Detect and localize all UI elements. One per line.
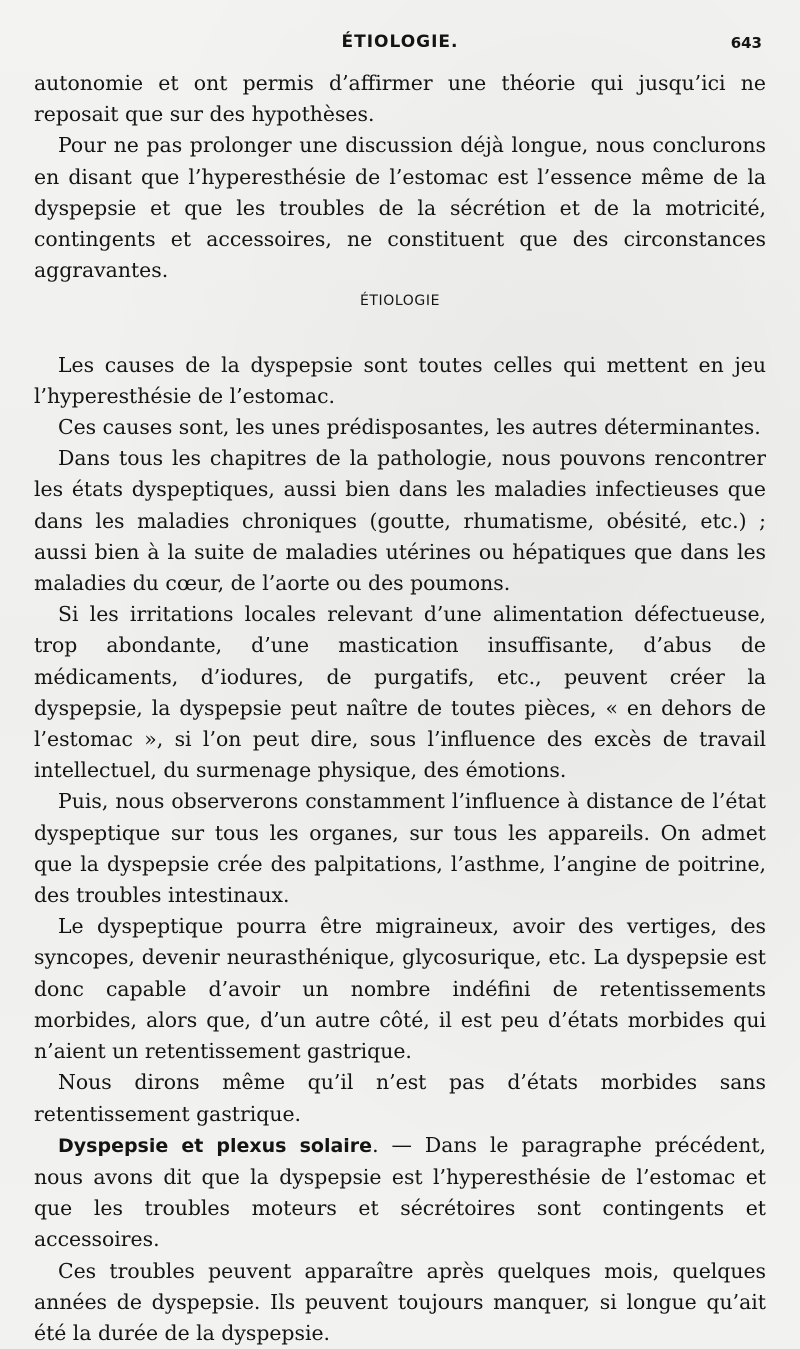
paragraph-distant-influence: Puis, nous observerons constamment l’influence à distance de l’état dyspeptique sur tous les organes, sur tous les appareils. On admet que la dyspepsie crée des palpitations, l’asthme, l’angine de poitrine, des troubles intestinaux. [34,789,766,908]
paragraph-plexus-text: . — Dans le paragraphe précédent, nous avons dit que la dyspepsie est l’hyperesthésie de l’estomac et que les troubles moteurs et sécrétoires sont contingents et accessoires. [34,1132,767,1252]
paragraph-conclusion: Pour ne pas prolonger une discussion déjà longue, nous conclurons en disant que l’hyperesthésie de l’estomac est l’essence même de la dyspepsie et que les troubles de la sécrétion et de la motricité, contingents et accessoires, ne constituent que des circonstances aggravantes. [34,133,766,283]
paragraph-troubles: Ces troubles peuvent apparaître après quelques mois, quelques années de dyspepsie. Ils peuvent toujours manquer, si longue qu’ait été la durée de la dyspepsie. [34,1258,766,1345]
run-in-heading: Dyspepsie et plexus solaire [58,1134,373,1157]
paragraph-pathology: Dans tous les chapitres de la pathologie, nous pouvons rencontrer les états dyspeptiques, aussi bien dans les maladies infectieuses que dans les maladies chroniques (goutte, rhumatisme, obésité, etc.) ; aussi bien à la suite de maladies utérines ou hépatiques que dans les maladies du cœur, de l’aorte ou des poumons. [34,446,766,596]
paragraph-local-irritations: Si les irritations locales relevant d’une alimentation défectueuse, trop abondante, d’une mastication insuffisante, d’abus de médicaments, d’iodures, de purgatifs, etc., peuvent créer la dyspepsie, la dyspepsie peut naître de toutes pièces, « en dehors de l’estomac », si l’on peut dire, sous l’influence des excès de travail intellectuel, du surmenage physique, des émotions. [34,602,766,783]
paragraph-gastric-repercussion: Nous dirons même qu’il n’est pas d’états morbides sans retentissement gastrique. [34,1070,766,1126]
running-head: ÉTIOLOGIE. [341,32,459,52]
paragraph-causes: Les causes de la dyspepsie sont toutes celles qui mettent en jeu l’hyperesthésie de l’estomac. [34,352,766,408]
body-text [34,68,766,1349]
heading-spacer [34,318,766,350]
section-heading-etiologie: ÉTIOLOGIE [359,293,441,310]
page-number: 643 [730,34,762,52]
paragraph-plexus-solaire [34,1130,766,1256]
paragraph-dyspeptic: Le dyspeptique pourra être migraineux, avoir des vertiges, des syncopes, devenir neurasthénique, glycosurique, etc. La dyspepsie est donc capable d’avoir un nombre indéfini de retentissements morbides, alors que, d’un autre côté, il est peu d’états morbides qui n’aient un retentissement gastrique. [34,914,766,1064]
paragraph-continuation: autonomie et ont permis d’affirmer une théorie qui jusqu’ici ne reposait que sur des hypothèses. [34,71,766,127]
page-header [0,30,800,60]
paragraph-predisposing: Ces causes sont, les unes prédisposantes, les autres déterminantes. [58,415,761,440]
